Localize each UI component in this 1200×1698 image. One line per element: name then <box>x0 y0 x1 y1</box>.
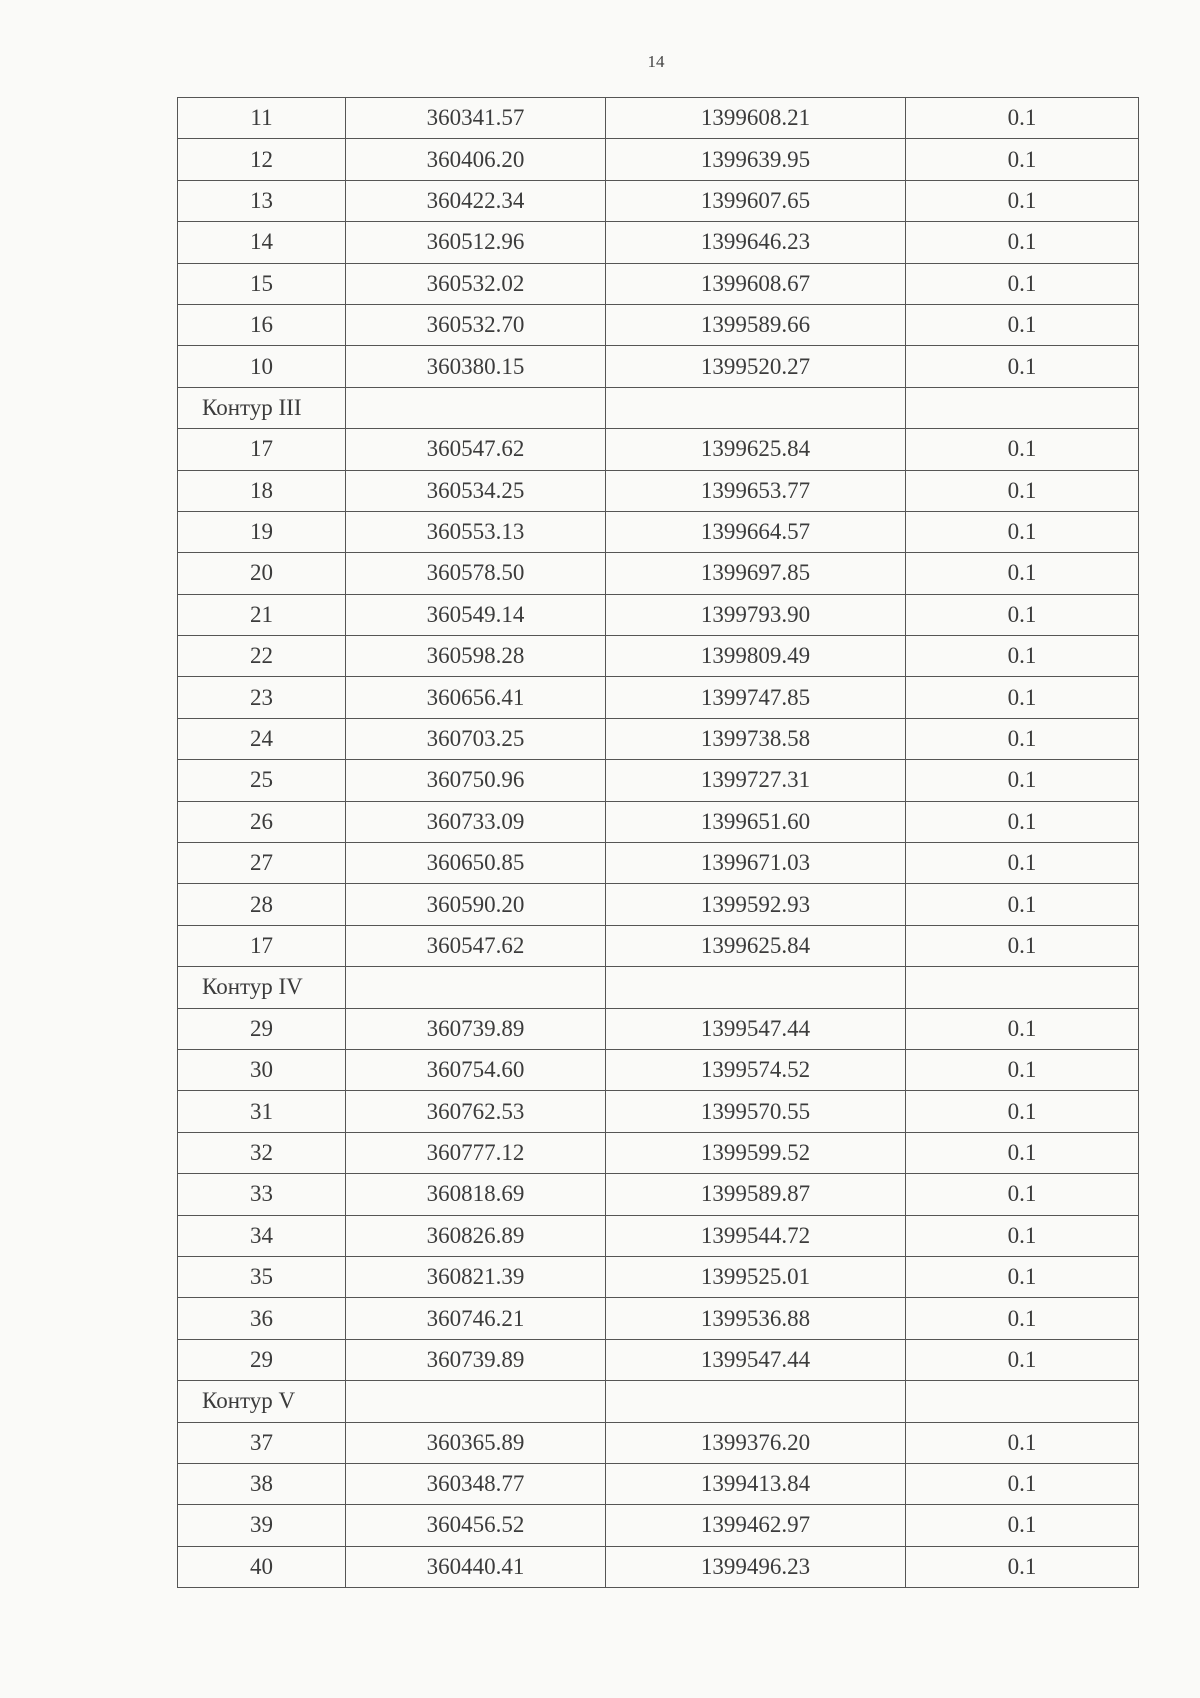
table-row <box>178 511 1139 552</box>
empty-cell <box>906 387 1139 428</box>
y-coordinate-cell: 1399574.52 <box>606 1049 906 1090</box>
x-coordinate-cell: 360553.13 <box>346 511 606 552</box>
point-number-cell: 30 <box>178 1049 346 1090</box>
table-row <box>178 1174 1139 1215</box>
contour-label: Контур III <box>178 387 346 428</box>
y-coordinate-cell: 1399607.65 <box>606 180 906 221</box>
y-coordinate-cell: 1399608.21 <box>606 98 906 139</box>
accuracy-cell: 0.1 <box>906 180 1139 221</box>
point-number-cell: 17 <box>178 429 346 470</box>
y-coordinate-cell: 1399664.57 <box>606 511 906 552</box>
x-coordinate-cell: 360380.15 <box>346 346 606 387</box>
y-coordinate-cell: 1399653.77 <box>606 470 906 511</box>
table-row <box>178 677 1139 718</box>
x-coordinate-cell: 360365.89 <box>346 1422 606 1463</box>
accuracy-cell: 0.1 <box>906 222 1139 263</box>
accuracy-cell: 0.1 <box>906 925 1139 966</box>
accuracy-cell: 0.1 <box>906 346 1139 387</box>
y-coordinate-cell: 1399592.93 <box>606 884 906 925</box>
point-number-cell: 29 <box>178 1008 346 1049</box>
x-coordinate-cell: 360739.89 <box>346 1008 606 1049</box>
x-coordinate-cell: 360826.89 <box>346 1215 606 1256</box>
point-number-cell: 13 <box>178 180 346 221</box>
x-coordinate-cell: 360739.89 <box>346 1339 606 1380</box>
x-coordinate-cell: 360650.85 <box>346 843 606 884</box>
point-number-cell: 39 <box>178 1505 346 1546</box>
point-number-cell: 28 <box>178 884 346 925</box>
point-number-cell: 12 <box>178 139 346 180</box>
accuracy-cell: 0.1 <box>906 304 1139 345</box>
point-number-cell: 25 <box>178 760 346 801</box>
page-number: 14 <box>647 52 665 71</box>
accuracy-cell: 0.1 <box>906 98 1139 139</box>
accuracy-cell: 0.1 <box>906 636 1139 677</box>
x-coordinate-cell: 360656.41 <box>346 677 606 718</box>
y-coordinate-cell: 1399547.44 <box>606 1339 906 1380</box>
accuracy-cell: 0.1 <box>906 1505 1139 1546</box>
accuracy-cell: 0.1 <box>906 760 1139 801</box>
y-coordinate-cell: 1399376.20 <box>606 1422 906 1463</box>
accuracy-cell: 0.1 <box>906 1049 1139 1090</box>
contour-label: Контур IV <box>178 967 346 1008</box>
table-row <box>178 760 1139 801</box>
y-coordinate-cell: 1399462.97 <box>606 1505 906 1546</box>
table-row <box>178 1132 1139 1173</box>
table-row <box>178 1049 1139 1090</box>
y-coordinate-cell: 1399809.49 <box>606 636 906 677</box>
point-number-cell: 29 <box>178 1339 346 1380</box>
table-row <box>178 718 1139 759</box>
accuracy-cell: 0.1 <box>906 1422 1139 1463</box>
point-number-cell: 33 <box>178 1174 346 1215</box>
table-row <box>178 222 1139 263</box>
table-row <box>178 1215 1139 1256</box>
y-coordinate-cell: 1399599.52 <box>606 1132 906 1173</box>
table-row <box>178 263 1139 304</box>
table-row <box>178 1298 1139 1339</box>
accuracy-cell: 0.1 <box>906 470 1139 511</box>
point-number-cell: 23 <box>178 677 346 718</box>
point-number-cell: 21 <box>178 594 346 635</box>
table-row <box>178 884 1139 925</box>
empty-cell <box>346 387 606 428</box>
table-row <box>178 180 1139 221</box>
point-number-cell: 15 <box>178 263 346 304</box>
table-row <box>178 1339 1139 1380</box>
point-number-cell: 37 <box>178 1422 346 1463</box>
x-coordinate-cell: 360590.20 <box>346 884 606 925</box>
y-coordinate-cell: 1399544.72 <box>606 1215 906 1256</box>
point-number-cell: 24 <box>178 718 346 759</box>
table-row <box>178 636 1139 677</box>
y-coordinate-cell: 1399697.85 <box>606 553 906 594</box>
accuracy-cell: 0.1 <box>906 1132 1139 1173</box>
table-row <box>178 843 1139 884</box>
x-coordinate-cell: 360762.53 <box>346 1091 606 1132</box>
table-row <box>178 801 1139 842</box>
x-coordinate-cell: 360703.25 <box>346 718 606 759</box>
point-number-cell: 17 <box>178 925 346 966</box>
y-coordinate-cell: 1399413.84 <box>606 1463 906 1504</box>
point-number-cell: 34 <box>178 1215 346 1256</box>
accuracy-cell: 0.1 <box>906 1339 1139 1380</box>
y-coordinate-cell: 1399520.27 <box>606 346 906 387</box>
point-number-cell: 31 <box>178 1091 346 1132</box>
table-row <box>178 1008 1139 1049</box>
point-number-cell: 11 <box>178 98 346 139</box>
y-coordinate-cell: 1399651.60 <box>606 801 906 842</box>
point-number-cell: 35 <box>178 1256 346 1297</box>
accuracy-cell: 0.1 <box>906 884 1139 925</box>
table-row <box>178 1546 1139 1587</box>
accuracy-cell: 0.1 <box>906 1215 1139 1256</box>
accuracy-cell: 0.1 <box>906 263 1139 304</box>
contour-header-row <box>178 1381 1139 1422</box>
accuracy-cell: 0.1 <box>906 718 1139 759</box>
x-coordinate-cell: 360754.60 <box>346 1049 606 1090</box>
y-coordinate-cell: 1399639.95 <box>606 139 906 180</box>
x-coordinate-cell: 360547.62 <box>346 429 606 470</box>
accuracy-cell: 0.1 <box>906 553 1139 594</box>
point-number-cell: 22 <box>178 636 346 677</box>
accuracy-cell: 0.1 <box>906 843 1139 884</box>
y-coordinate-cell: 1399547.44 <box>606 1008 906 1049</box>
x-coordinate-cell: 360512.96 <box>346 222 606 263</box>
table-row <box>178 594 1139 635</box>
coordinates-table <box>177 97 1139 1588</box>
y-coordinate-cell: 1399496.23 <box>606 1546 906 1587</box>
y-coordinate-cell: 1399738.58 <box>606 718 906 759</box>
y-coordinate-cell: 1399589.87 <box>606 1174 906 1215</box>
table-row <box>178 1463 1139 1504</box>
x-coordinate-cell: 360818.69 <box>346 1174 606 1215</box>
table-row <box>178 346 1139 387</box>
x-coordinate-cell: 360532.70 <box>346 304 606 345</box>
point-number-cell: 18 <box>178 470 346 511</box>
y-coordinate-cell: 1399536.88 <box>606 1298 906 1339</box>
x-coordinate-cell: 360456.52 <box>346 1505 606 1546</box>
coordinates-table-body <box>178 98 1139 1588</box>
accuracy-cell: 0.1 <box>906 801 1139 842</box>
accuracy-cell: 0.1 <box>906 1298 1139 1339</box>
empty-cell <box>606 1381 906 1422</box>
x-coordinate-cell: 360733.09 <box>346 801 606 842</box>
accuracy-cell: 0.1 <box>906 1091 1139 1132</box>
y-coordinate-cell: 1399793.90 <box>606 594 906 635</box>
point-number-cell: 26 <box>178 801 346 842</box>
point-number-cell: 14 <box>178 222 346 263</box>
y-coordinate-cell: 1399589.66 <box>606 304 906 345</box>
empty-cell <box>906 967 1139 1008</box>
accuracy-cell: 0.1 <box>906 1008 1139 1049</box>
empty-cell <box>906 1381 1139 1422</box>
y-coordinate-cell: 1399646.23 <box>606 222 906 263</box>
accuracy-cell: 0.1 <box>906 1256 1139 1297</box>
x-coordinate-cell: 360746.21 <box>346 1298 606 1339</box>
y-coordinate-cell: 1399671.03 <box>606 843 906 884</box>
table-row <box>178 1505 1139 1546</box>
x-coordinate-cell: 360750.96 <box>346 760 606 801</box>
table-row <box>178 139 1139 180</box>
y-coordinate-cell: 1399625.84 <box>606 925 906 966</box>
accuracy-cell: 0.1 <box>906 1463 1139 1504</box>
x-coordinate-cell: 360549.14 <box>346 594 606 635</box>
point-number-cell: 10 <box>178 346 346 387</box>
contour-header-row <box>178 387 1139 428</box>
point-number-cell: 38 <box>178 1463 346 1504</box>
empty-cell <box>346 1381 606 1422</box>
point-number-cell: 20 <box>178 553 346 594</box>
y-coordinate-cell: 1399625.84 <box>606 429 906 470</box>
x-coordinate-cell: 360341.57 <box>346 98 606 139</box>
x-coordinate-cell: 360440.41 <box>346 1546 606 1587</box>
x-coordinate-cell: 360777.12 <box>346 1132 606 1173</box>
x-coordinate-cell: 360821.39 <box>346 1256 606 1297</box>
x-coordinate-cell: 360578.50 <box>346 553 606 594</box>
contour-header-row <box>178 967 1139 1008</box>
empty-cell <box>346 967 606 1008</box>
y-coordinate-cell: 1399570.55 <box>606 1091 906 1132</box>
point-number-cell: 27 <box>178 843 346 884</box>
y-coordinate-cell: 1399747.85 <box>606 677 906 718</box>
x-coordinate-cell: 360406.20 <box>346 139 606 180</box>
accuracy-cell: 0.1 <box>906 511 1139 552</box>
x-coordinate-cell: 360547.62 <box>346 925 606 966</box>
point-number-cell: 16 <box>178 304 346 345</box>
table-row <box>178 1422 1139 1463</box>
y-coordinate-cell: 1399608.67 <box>606 263 906 304</box>
accuracy-cell: 0.1 <box>906 594 1139 635</box>
x-coordinate-cell: 360348.77 <box>346 1463 606 1504</box>
accuracy-cell: 0.1 <box>906 1174 1139 1215</box>
point-number-cell: 19 <box>178 511 346 552</box>
table-row <box>178 1091 1139 1132</box>
table-row <box>178 98 1139 139</box>
table-row <box>178 1256 1139 1297</box>
point-number-cell: 40 <box>178 1546 346 1587</box>
contour-label: Контур V <box>178 1381 346 1422</box>
x-coordinate-cell: 360534.25 <box>346 470 606 511</box>
table-row <box>178 925 1139 966</box>
y-coordinate-cell: 1399525.01 <box>606 1256 906 1297</box>
accuracy-cell: 0.1 <box>906 429 1139 470</box>
table-row <box>178 304 1139 345</box>
y-coordinate-cell: 1399727.31 <box>606 760 906 801</box>
point-number-cell: 36 <box>178 1298 346 1339</box>
accuracy-cell: 0.1 <box>906 139 1139 180</box>
x-coordinate-cell: 360532.02 <box>346 263 606 304</box>
empty-cell <box>606 387 906 428</box>
accuracy-cell: 0.1 <box>906 1546 1139 1587</box>
empty-cell <box>606 967 906 1008</box>
x-coordinate-cell: 360422.34 <box>346 180 606 221</box>
x-coordinate-cell: 360598.28 <box>346 636 606 677</box>
table-row <box>178 470 1139 511</box>
accuracy-cell: 0.1 <box>906 677 1139 718</box>
table-row <box>178 553 1139 594</box>
point-number-cell: 32 <box>178 1132 346 1173</box>
table-row <box>178 429 1139 470</box>
